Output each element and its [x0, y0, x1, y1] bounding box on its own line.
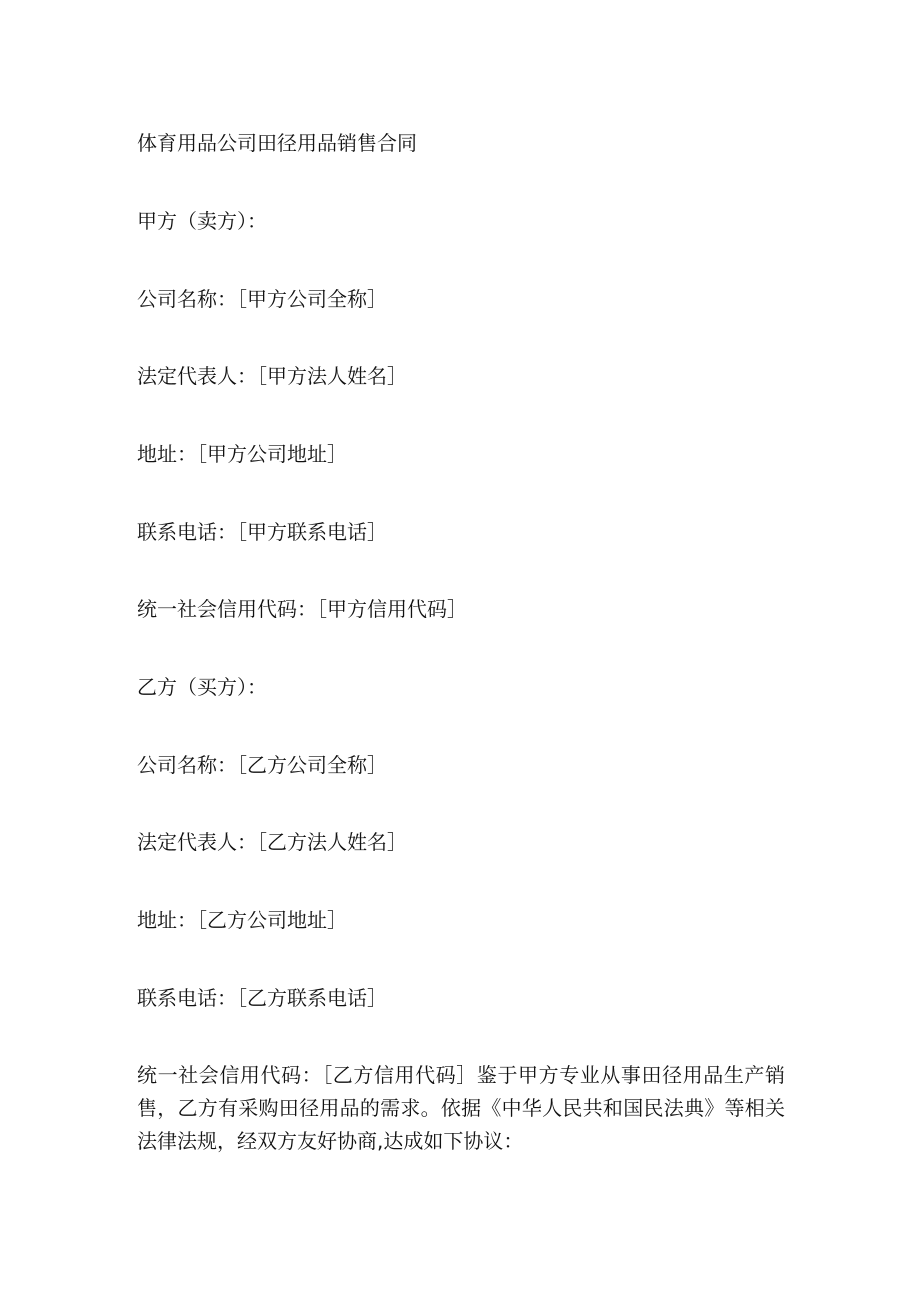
party-b-legal-rep: 法定代表人：［乙方法人姓名］	[137, 830, 407, 854]
party-b-phone: 联系电话：［乙方联系电话］	[137, 986, 387, 1010]
party-b-address: 地址：［乙方公司地址］	[137, 908, 347, 932]
party-a-heading: 甲方（卖方）：	[137, 209, 267, 233]
party-a-phone: 联系电话：［甲方联系电话］	[137, 520, 387, 544]
party-b-company: 公司名称：［乙方公司全称］	[137, 753, 387, 777]
party-a-company: 公司名称：［甲方公司全称］	[137, 287, 387, 311]
party-a-address: 地址：［甲方公司地址］	[137, 442, 347, 466]
party-a-credit-code: 统一社会信用代码：［甲方信用代码］	[137, 597, 467, 621]
party-b-heading: 乙方（买方）：	[137, 675, 267, 699]
party-a-legal-rep: 法定代表人：［甲方法人姓名］	[137, 364, 407, 388]
preamble-paragraph: 统一社会信用代码：［乙方信用代码］鉴于甲方专业从事田径用品生产销售，乙方有采购田径用品的需求。依据《中华人民共和国民法典》等相关法律法规，经双方友好协商,达成如下协议：	[137, 1063, 785, 1153]
contract-title: 体育用品公司田径用品销售合同	[137, 131, 417, 155]
